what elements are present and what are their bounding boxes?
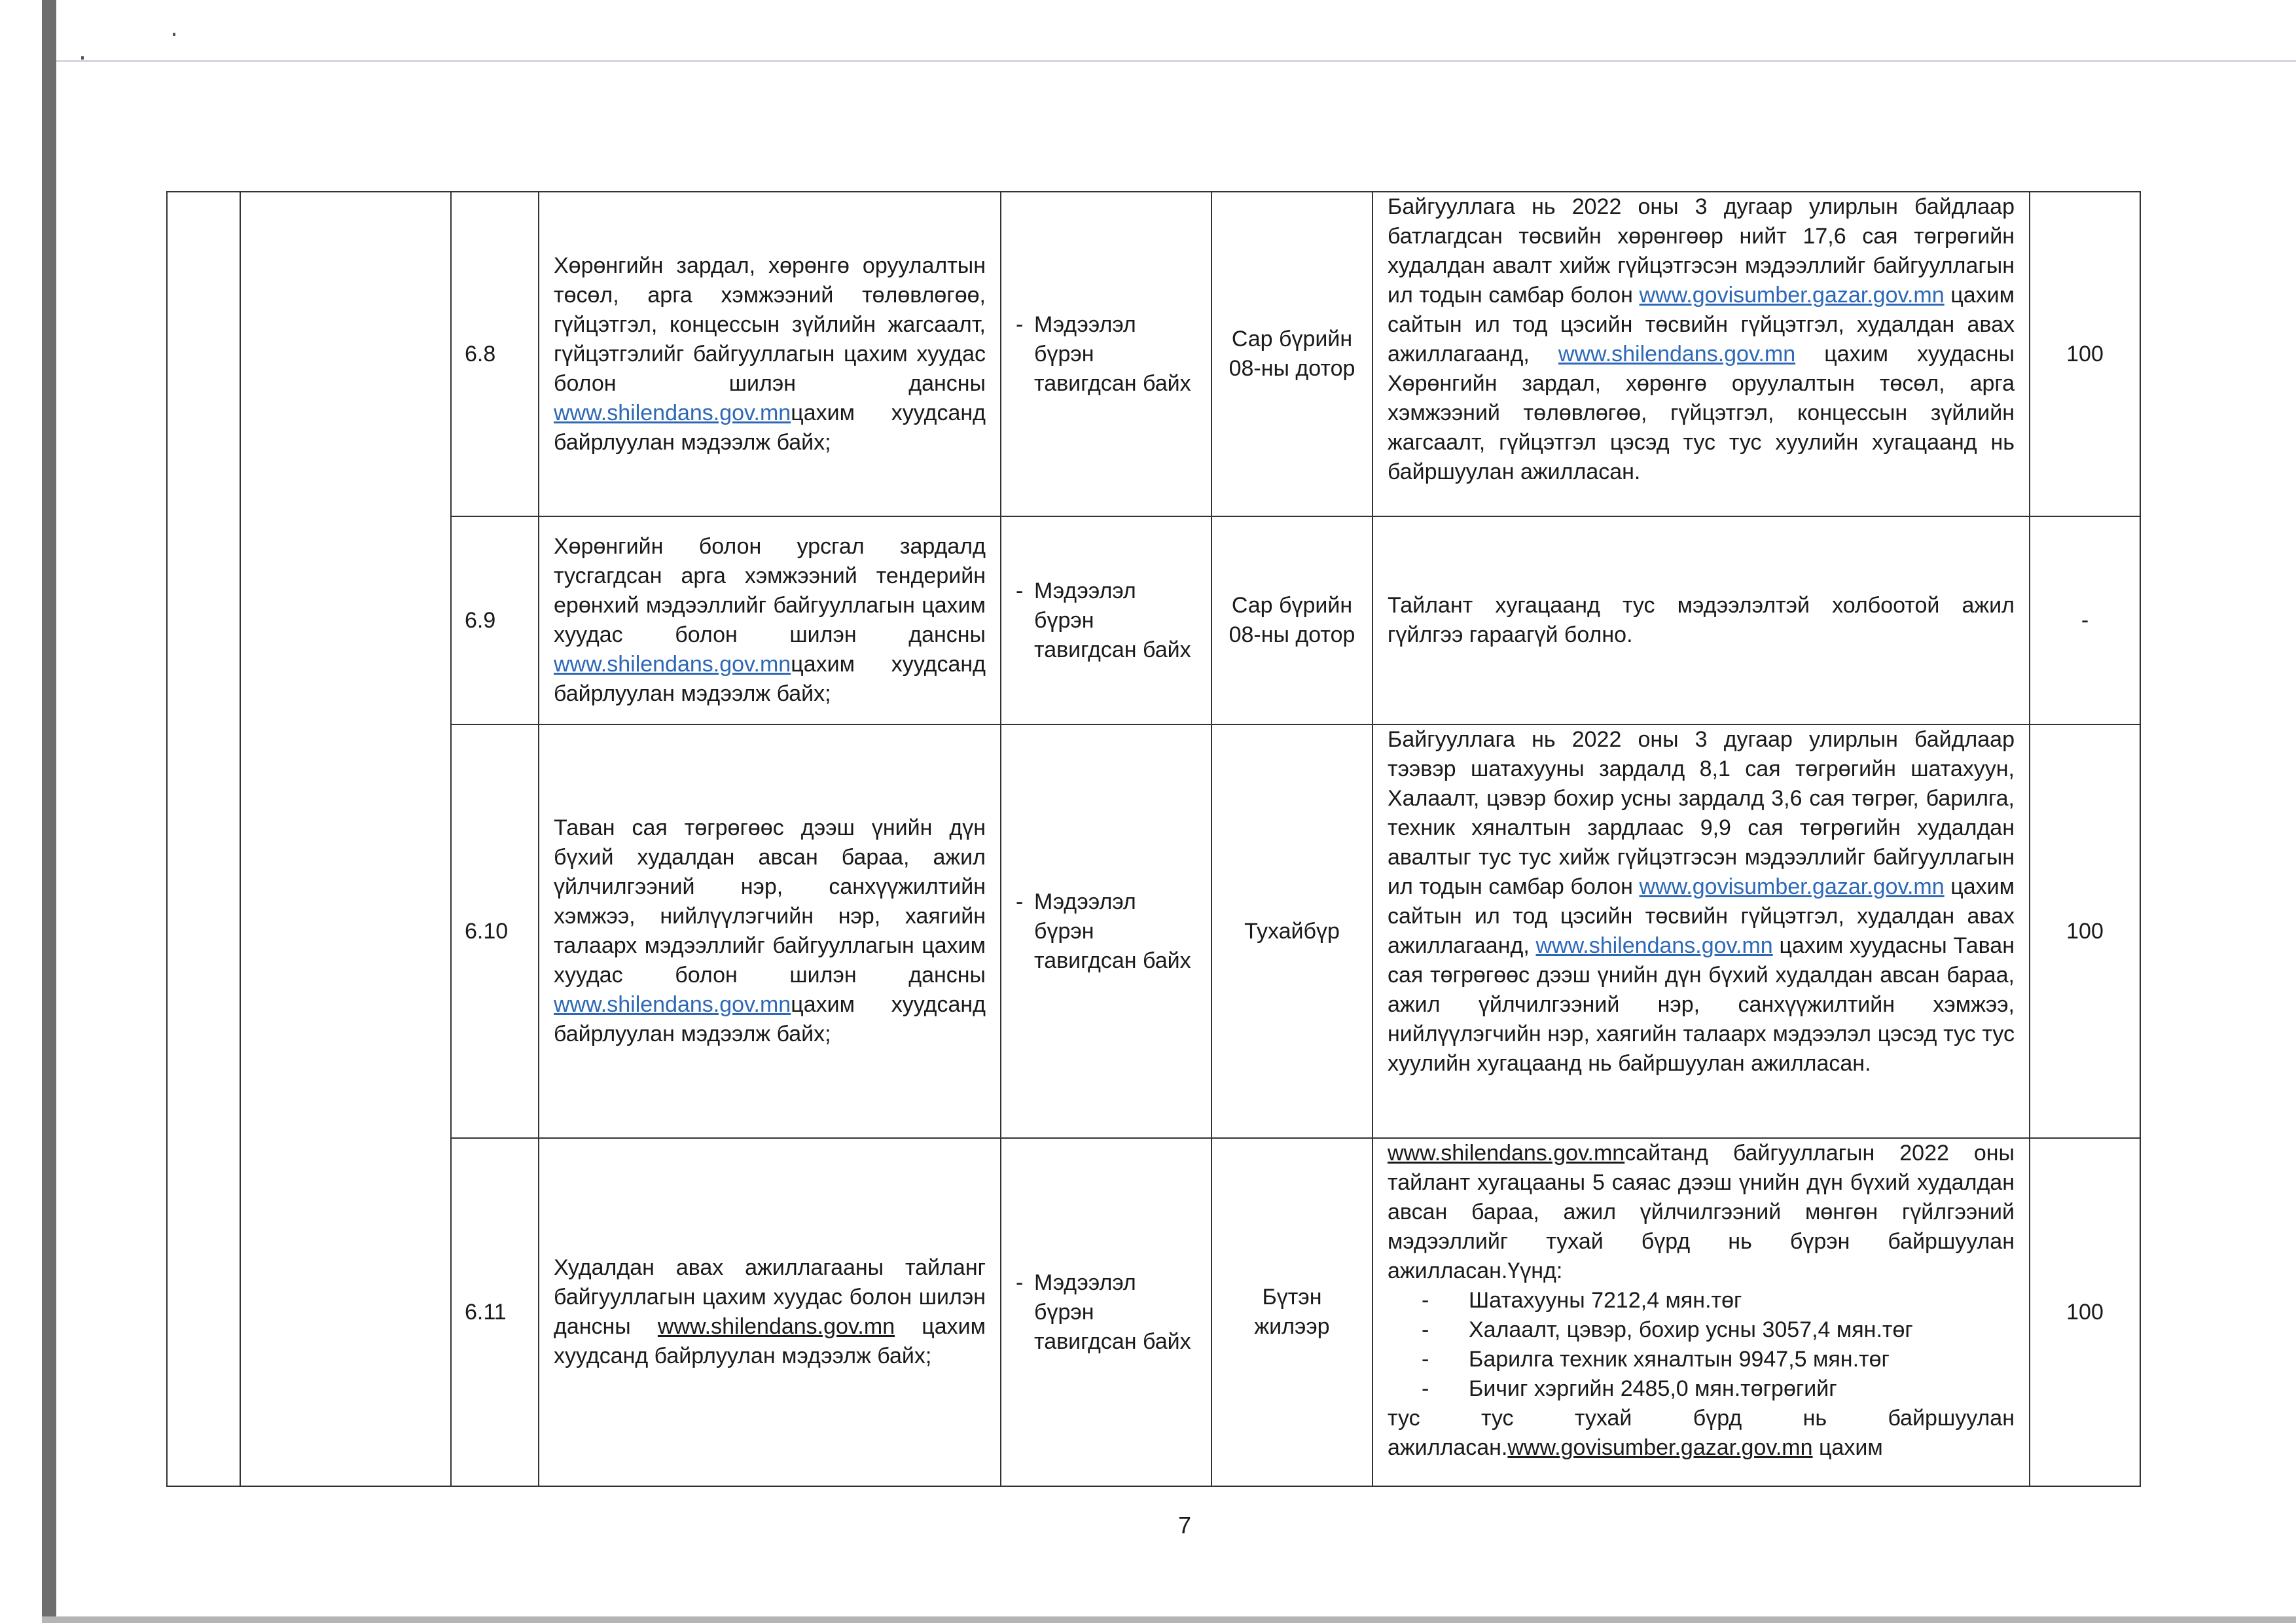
item-description	[539, 192, 1001, 516]
list-item-text: Халаалт, цэвэр, бохир усны 3057,4 мян.төг	[1469, 1317, 1913, 1342]
result-cell	[1372, 192, 2030, 516]
score-cell: -	[2030, 516, 2140, 724]
result-text: тус тус тухай бүрд нь байршуулан ажилласан.	[1388, 1406, 2015, 1460]
list-item-text: Бичиг хэргийн 2485,0 мян.төгрөгийг	[1469, 1376, 1837, 1401]
description-text: Худалдан авах ажиллагааны тайланг байгууллагын цахим хуудас болон шилэн дансны	[554, 1255, 986, 1339]
criteria-text: Мэдээлэл бүрэн тавигдсан байх	[1034, 578, 1191, 662]
item-description	[539, 1138, 1001, 1486]
evaluation-table	[166, 191, 2141, 1487]
list-item-text: Шатахууны 7212,4 мян.төг	[1469, 1288, 1742, 1313]
list-item: - Барилга техник хяналтын 9947,5 мян.төг	[1422, 1347, 1890, 1372]
scan-mark	[81, 56, 84, 60]
description-text: Таван сая төгрөгөөс дээш үнийн дүн бүхий худалдан авсан бараа, ажил үйлчилгээний нэр, санхүүжилтийн хэмжээ, нийлүүлэгчийн нэр, хаягийн талаарх мэдээллийг байгууллагын цахим хуудас болон шилэн дансны	[554, 815, 986, 988]
result-cell	[1372, 1138, 2030, 1486]
list-item-text: Барилга техник хяналтын 9947,5 мян.төг	[1469, 1347, 1890, 1372]
criteria-text: Мэдээлэл бүрэн тавигдсан байх	[1034, 312, 1191, 396]
result-text: цахим	[1812, 1435, 1883, 1460]
table-row	[167, 1138, 2140, 1486]
item-description	[539, 724, 1001, 1138]
scan-mark	[173, 33, 175, 36]
shilendans-link[interactable]: www.shilendans.gov.mn	[554, 992, 791, 1017]
result-text: цахим хуудасны Таван сая төгрөгөөс дээш үнийн дүн бүхий худалдан авсан бараа, ажил үйлчилгээний нэр, санхүүжилтийн хэмжээ, нийлүүлэгчийн нэр, хаягийн талаарх мэдээлэл цэсэд тус тус хуулийн хугацаанд нь байршуулан ажилласан.	[1388, 933, 2015, 1076]
scan-top-line	[56, 60, 2296, 62]
expense-list	[1388, 1286, 2015, 1404]
table-row	[167, 516, 2140, 724]
shilendans-link[interactable]: www.shilendans.gov.mn	[554, 652, 791, 677]
shilendans-link[interactable]: www.shilendans.gov.mn	[554, 400, 791, 425]
result-text: цахим сайтын ил тод цэсийн төсвийн гүйцэтгэл, худалдан авах ажиллагаанд,	[1388, 283, 2015, 366]
govisumber-link[interactable]: www.govisumber.gazar.gov.mn	[1639, 283, 1945, 308]
result-text: сайтанд байгууллагын 2022 оны тайлант хугацааны 5 саяас дээш үнийн дүн бүхий худалдан авсан бараа, ажил үйлчилгээний мөнгөн гүйлгээний мэдээллийг тухай бүрд нь бүрэн байршуулан ажилласан.Үүнд:	[1388, 1141, 2015, 1283]
criteria-cell: - Мэдээлэл бүрэн тавигдсан байх	[1001, 1138, 1211, 1486]
govisumber-link[interactable]: www.govisumber.gazar.gov.mn	[1507, 1435, 1813, 1460]
scan-bottom-edge	[42, 1616, 2296, 1623]
shilendans-link[interactable]: www.shilendans.gov.mn	[657, 1314, 895, 1339]
list-item: - Шатахууны 7212,4 мян.төг	[1422, 1288, 1742, 1313]
score-cell: 100	[2030, 724, 2140, 1138]
criteria-cell: - Мэдээлэл бүрэн тавигдсан байх	[1001, 192, 1211, 516]
description-text: цахим хуудсанд байрлуулан мэдээлж байх;	[554, 1314, 986, 1368]
list-item: - Бичиг хэргийн 2485,0 мян.төгрөгийг	[1422, 1376, 1837, 1401]
description-text: Хөрөнгийн зардал, хөрөнгө оруулалтын төсөл, арга хэмжээний төлөвлөгөө, гүйцэтгэл, концессын зүйлийн жагсаалт, гүйцэтгэлийг байгууллагын цахим хуудас болон шилэн дансны	[554, 253, 986, 396]
description-text: цахим хуудсанд байрлуулан мэдээлж байх;	[554, 992, 986, 1046]
table-row	[167, 192, 2140, 516]
timing-cell: Сар бүрийн 08-ны дотор	[1211, 192, 1372, 516]
description-text: цахим хуудсанд байрлуулан мэдээлж байх;	[554, 400, 986, 455]
result-text: цахим сайтын ил тод цэсийн төсвийн гүйцэтгэл, худалдан авах ажиллагаанд,	[1388, 874, 2015, 958]
table-row	[167, 724, 2140, 1138]
item-number: 6.10	[451, 724, 539, 1138]
list-item: - Халаалт, цэвэр, бохир усны 3057,4 мян.төг	[1422, 1317, 1913, 1342]
score-cell: 100	[2030, 192, 2140, 516]
result-text: Байгууллага нь 2022 оны 3 дугаар улирлын байдлаар тээвэр шатахууны зардалд 8,1 сая төгрөгийн шатахуун, Халаалт, цэвэр бохир усны зардалд 3,6 сая төгрөг, барилга, техник хяналтын зардлаас 9,9 сая төгрөгийн худалдан авалтыг тус тус хийж гүйцэтгэсэн мэдээллийг байгууллагын ил тодын самбар болон	[1388, 727, 2015, 899]
item-number: 6.8	[451, 192, 539, 516]
result-cell	[1372, 724, 2030, 1138]
criteria-cell: - Мэдээлэл бүрэн тавигдсан байх	[1001, 724, 1211, 1138]
result-cell: Тайлант хугацаанд тус мэдээлэлтэй холбоотой ажил гүйлгээ гараагүй болно.	[1372, 516, 2030, 724]
shilendans-link[interactable]: www.shilendans.gov.mn	[1388, 1141, 1625, 1166]
timing-cell: Сар бүрийн 08-ны дотор	[1211, 516, 1372, 724]
description-text: Хөрөнгийн болон урсгал зардалд тусгагдсан арга хэмжээний тендерийн ерөнхий мэдээллийг байгууллагын цахим хуудас болон шилэн дансны	[554, 534, 986, 647]
criteria-text: Мэдээлэл бүрэн тавигдсан байх	[1034, 889, 1191, 973]
item-number: 6.11	[451, 1138, 539, 1486]
timing-cell: Тухайбүр	[1211, 724, 1372, 1138]
result-text: Байгууллага нь 2022 оны 3 дугаар улирлын байдлаар батлагдсан төсвийн хөрөнгөөр нийт 17,6 сая төгрөгийн худалдан авалт хийж гүйцэтгэсэн мэдээллийг байгууллагын ил тодын самбар болон	[1388, 194, 2015, 308]
shilendans-link[interactable]: www.shilendans.gov.mn	[1535, 933, 1773, 958]
page-number: 7	[1178, 1512, 1192, 1539]
scan-binding-edge	[42, 0, 56, 1623]
blank-column-b	[240, 192, 451, 1486]
item-number: 6.9	[451, 516, 539, 724]
item-description	[539, 516, 1001, 724]
criteria-text: Мэдээлэл бүрэн тавигдсан байх	[1034, 1270, 1191, 1354]
timing-cell: Бүтэн жилээр	[1211, 1138, 1372, 1486]
govisumber-link[interactable]: www.govisumber.gazar.gov.mn	[1639, 874, 1945, 899]
description-text: цахим хуудсанд байрлуулан мэдээлж байх;	[554, 652, 986, 706]
score-cell: 100	[2030, 1138, 2140, 1486]
criteria-cell: - Мэдээлэл бүрэн тавигдсан байх	[1001, 516, 1211, 724]
result-text: цахим хуудасны Хөрөнгийн зардал, хөрөнгө оруулалтын төсөл, арга хэмжээний төлөвлөгөө, гүйцэтгэл, концессын зүйлийн жагсаалт, гүйцэтгэл цэсэд тус тус хуулийн хугацаанд нь байршуулан ажилласан.	[1388, 342, 2015, 484]
blank-column-a	[167, 192, 240, 1486]
shilendans-link[interactable]: www.shilendans.gov.mn	[1558, 342, 1796, 366]
